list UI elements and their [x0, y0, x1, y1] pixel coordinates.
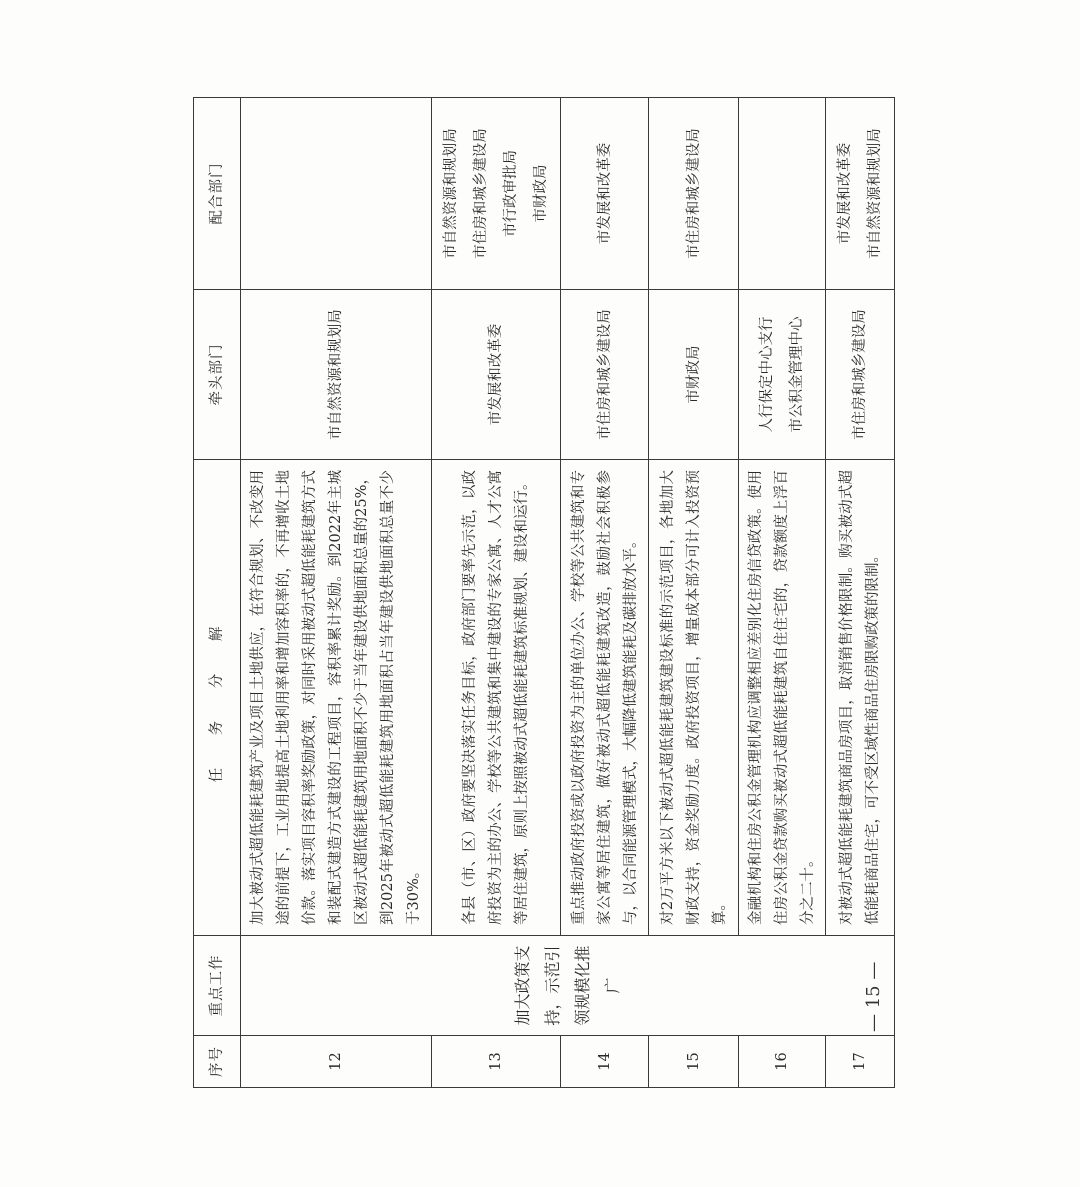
lead-dept: [739, 290, 826, 460]
key-work-cell: 加大政策支持，示范引领规模化推广: [241, 936, 895, 1036]
header-row: [194, 98, 241, 1088]
rotated-table-container: [193, 98, 883, 1088]
header-task: 任 务 分 解: [194, 460, 241, 936]
task-text: 对2万平方米以下被动式超低能耗建筑建设标准的示范项目，各地加大财政支持，资金奖励力度。政府投资项目，增量成本部分可计入投资预算。: [649, 460, 739, 936]
coop-dept-name: 市住房和城乡建设局: [473, 128, 489, 259]
lead-dept-name: 市住房和城乡建设局: [852, 309, 868, 440]
coop-dept: [739, 98, 826, 290]
lead-dept-name: 市公积金管理中心: [789, 316, 805, 433]
coop-dept: [826, 98, 895, 290]
lead-dept-name: 市财政局: [685, 345, 702, 404]
coop-dept: [241, 98, 432, 290]
lead-dept-name: 市住房和城乡建设局: [596, 309, 613, 440]
lead-dept: [432, 290, 561, 460]
task-text: 各县（市、区）政府要坚决落实任务目标，政府部门要率先示范，以政府投资为主的办公、学校等公共建筑和集中建设的专家公寓、人才公寓等居住建筑，原则上按照被动式超低能耗建筑标准规划、建设和运行。: [432, 460, 561, 936]
task-text: 加大被动式超低能耗建筑产业及项目土地供应，在符合规划、不改变用途的前提下，工业用地提高土地利用率和增加容积率的，不再增收土地价款。落实项目容积率奖励政策，对同时采用被动式超低能耗建筑方式和装配式建造方式建设的工程项目，容积率累计奖励。到2022年主城区被动式超低能耗建筑用地面积不少于当年建设供地面积总量的25%，到2025年被动式超低能耗建筑用地面积占当年建设供地面积总量不少于30%。: [241, 460, 432, 936]
header-lead-dept: 牵头部门: [194, 290, 241, 460]
row-number: 13: [432, 1036, 561, 1088]
coop-dept: [649, 98, 739, 290]
coop-dept-name: 市发展和改革委: [596, 142, 613, 245]
coop-dept: [561, 98, 649, 290]
page-number: — 15 —: [863, 961, 884, 1032]
coop-dept-name: 市发展和改革委: [837, 142, 853, 245]
lead-dept-name: 市自然资源和规划局: [328, 309, 344, 440]
row-number: 17: [826, 1036, 895, 1088]
row-number: 12: [241, 1036, 432, 1088]
task-text: 金融机构和住房公积金管理机构应调整相应差别化住房信贷政策。使用住房公积金贷款购买被动式超低能耗建筑自住住宅的，贷款额度上浮百分之二十。: [739, 460, 826, 936]
row-number: 16: [739, 1036, 826, 1088]
coop-dept-name: 市财政局: [533, 164, 549, 223]
coop-dept-name: 市住房和城乡建设局: [685, 128, 702, 259]
task-text: 重点推动政府投资或以政府投资为主的单位办公、学校等公共建筑和专家公寓等居住建筑，做好被动式超低能耗建筑改造，鼓励社会积极参与，以合同能源管理模式，大幅降低建筑能耗及碳排放水平。: [561, 460, 649, 936]
header-coop-dept: 配合部门: [194, 98, 241, 290]
coop-dept-name: 市自然资源和规划局: [867, 128, 883, 259]
task-table: [193, 97, 895, 1088]
header-key-work: 重点工作: [194, 936, 241, 1036]
lead-dept: [241, 290, 432, 460]
task-text: 对被动式超低能耗建筑商品房项目，取消销售价格限制。购买被动式超低能耗商品住宅，可不受区域性商品住房限购政策的限制。: [826, 460, 895, 936]
row-number: 14: [561, 1036, 649, 1088]
header-no: 序号: [194, 1036, 241, 1088]
lead-dept: [649, 290, 739, 460]
table-body: [241, 98, 895, 1088]
lead-dept: [561, 290, 649, 460]
table-row: [241, 98, 432, 1088]
lead-dept: [826, 290, 895, 460]
row-number: 15: [649, 1036, 739, 1088]
coop-dept-name: 市行政审批局: [503, 150, 519, 237]
coop-dept-name: 市自然资源和规划局: [443, 128, 459, 259]
coop-dept: [432, 98, 561, 290]
lead-dept-name: 人行保定中心支行: [759, 316, 775, 433]
lead-dept-name: 市发展和改革委: [488, 323, 504, 426]
